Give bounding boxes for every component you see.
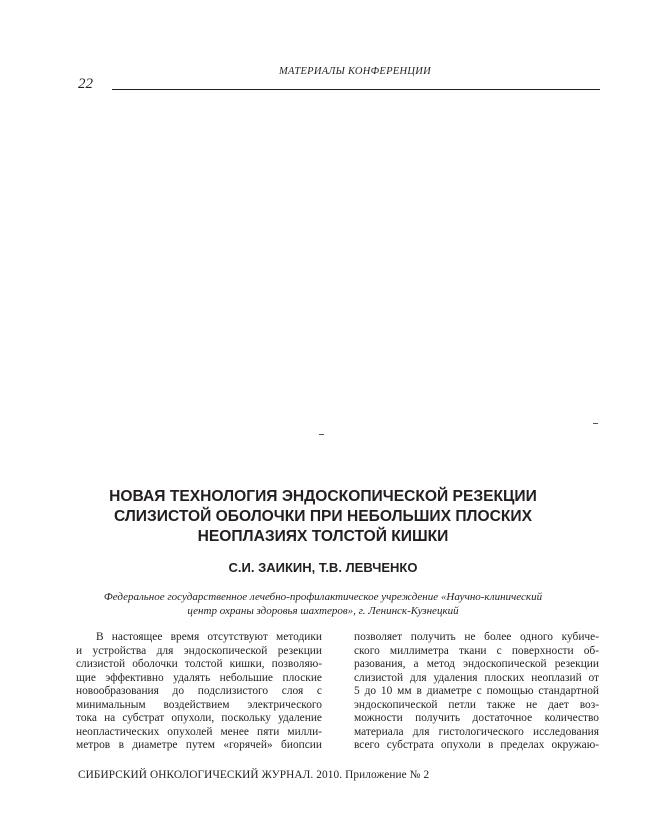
- text-line: можности получить достаточное количество: [354, 712, 599, 724]
- body-column-right: [354, 631, 599, 753]
- text-line: В настоящее время отсутствуют методики: [96, 631, 322, 643]
- text-line: новообразования до подслизистого слоя с: [76, 685, 322, 697]
- text-line: и устройства для эндоскопической резекции: [76, 644, 322, 657]
- text-line: слизистой для удаления плоских неоплазий от: [354, 671, 599, 684]
- author-affiliation: [80, 590, 566, 618]
- title-line: СЛИЗИСТОЙ ОБОЛОЧКИ ПРИ НЕБОЛЬШИХ ПЛОСКИХ: [113, 508, 533, 525]
- body-column-left: [76, 631, 322, 753]
- text-line: метров в диаметре путем «горячей» биопсии: [76, 739, 322, 751]
- text-line: эндоскопической петли также не дает воз-: [354, 698, 599, 711]
- title-line: НОВАЯ ТЕХНОЛОГИЯ ЭНДОСКОПИЧЕСКОЙ РЕЗЕКЦИИ: [109, 488, 537, 505]
- text-line: материала для гистологического исследования: [354, 725, 599, 738]
- text-line: щие эффективно удалять небольшие плоские: [76, 671, 322, 684]
- text-line: неопластических опухолей менее пяти милли-: [76, 725, 322, 738]
- text-line: минимальным воздействием электрического: [76, 698, 322, 711]
- text-line: 5 до 10 мм в диаметре с помощью стандартной: [354, 685, 599, 697]
- affiliation-line: Федеральное государственное лечебно-профилактическое учреждение «Научно-клинический: [103, 591, 543, 603]
- article-authors: С.И. ЗАИКИН, Т.В. ЛЕВЧЕНКО: [228, 560, 418, 575]
- text-line: слизистой оболочки толстой кишки, позволяю-: [76, 658, 322, 670]
- journal-footer: СИБИРСКИЙ ОНКОЛОГИЧЕСКИЙ ЖУРНАЛ. 2010. Приложение № 2: [78, 769, 430, 781]
- header-rule: [112, 89, 600, 90]
- text-line: ского миллиметра ткани с поверхности об-: [354, 644, 599, 657]
- text-line: тока на субстрат опухоли, поскольку удаление: [76, 712, 322, 724]
- stray-dash-mark: [319, 434, 324, 435]
- page-number: 22: [78, 76, 93, 92]
- text-line: всего субстрата опухоли в пределах окружаю-: [354, 739, 599, 751]
- title-line: НЕОПЛАЗИЯХ ТОЛСТОЙ КИШКИ: [197, 528, 449, 545]
- running-head: МАТЕРИАЛЫ КОНФЕРЕНЦИИ: [278, 66, 432, 77]
- article-title: [70, 487, 576, 547]
- affiliation-line: центр охраны здоровья шахтеров», г. Ленинск-Кузнецкий: [187, 605, 459, 617]
- text-line: позволяет получить не более одного кубиче-: [354, 631, 599, 643]
- stray-dash-mark: [593, 423, 598, 424]
- text-line: разования, а метод эндоскопической резекции: [354, 658, 599, 670]
